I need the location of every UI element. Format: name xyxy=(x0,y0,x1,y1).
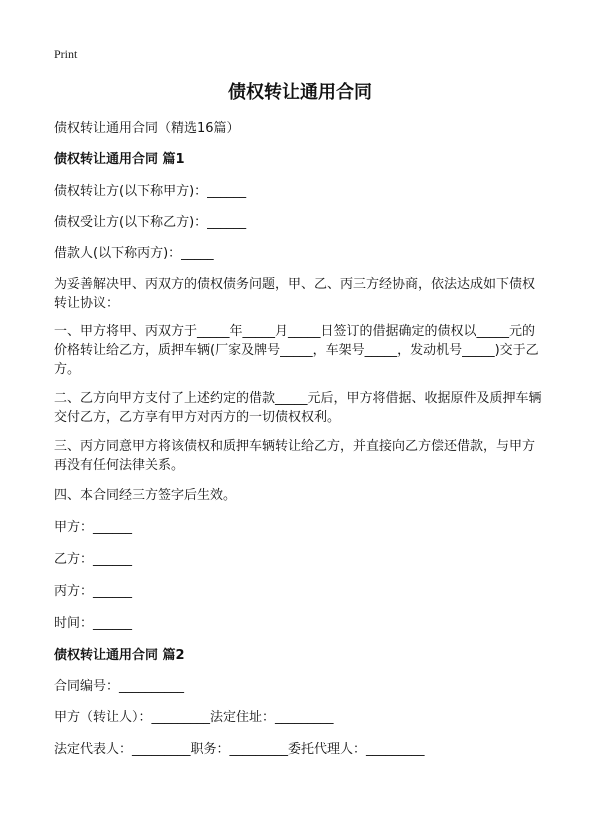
signature-party-c: 丙方：______ xyxy=(54,584,133,599)
document-title: 债权转让通用合同 xyxy=(228,82,372,103)
intro-paragraph: 为妥善解决甲、丙双方的债权债务问题，甲、乙、丙三方经协商，依法达成如下债权转让协议： xyxy=(54,277,536,311)
signature-party-b: 乙方：______ xyxy=(54,552,133,567)
clause-3: 三、丙方同意甲方将该债权和质押车辆转让给乙方，并直接向乙方偿还借款，与甲方再没有任何法律关系。 xyxy=(54,439,536,473)
representative-line: 法定代表人：_________职务：_________委托代理人：_________ xyxy=(54,742,425,757)
section-heading-1: 债权转让通用合同 篇1 xyxy=(54,152,185,167)
clause-1: 一、甲方将甲、丙双方于_____年_____月_____日签订的借据确定的债权以_____元的价格转让给乙方，质押车辆(厂家及牌号_____，车架号_____，发动机号_____)交于乙方。 xyxy=(54,324,539,377)
clause-4: 四、本合同经三方签字后生效。 xyxy=(54,488,237,503)
transferee-line: 债权受让方(以下称乙方)：______ xyxy=(54,215,247,230)
signature-time: 时间：______ xyxy=(54,616,133,631)
party-a-address-line: 甲方（转让人）：_________法定住址：_________ xyxy=(54,710,334,725)
section-heading-2: 债权转让通用合同 篇2 xyxy=(54,648,185,663)
borrower-line: 借款人(以下称丙方)：_____ xyxy=(54,246,214,261)
clause-2: 二、乙方向甲方支付了上述约定的借款_____元后，甲方将借据、收据原件及质押车辆交付乙方，乙方享有甲方对丙方的一切债权权利。 xyxy=(54,391,542,425)
transferor-line: 债权转让方(以下称甲方)：______ xyxy=(54,184,247,199)
signature-party-a: 甲方：______ xyxy=(54,520,133,535)
contract-number-line: 合同编号：__________ xyxy=(54,679,185,694)
print-link[interactable]: Print xyxy=(54,47,78,61)
document-subtitle: 债权转让通用合同（精选16篇） xyxy=(54,121,240,136)
